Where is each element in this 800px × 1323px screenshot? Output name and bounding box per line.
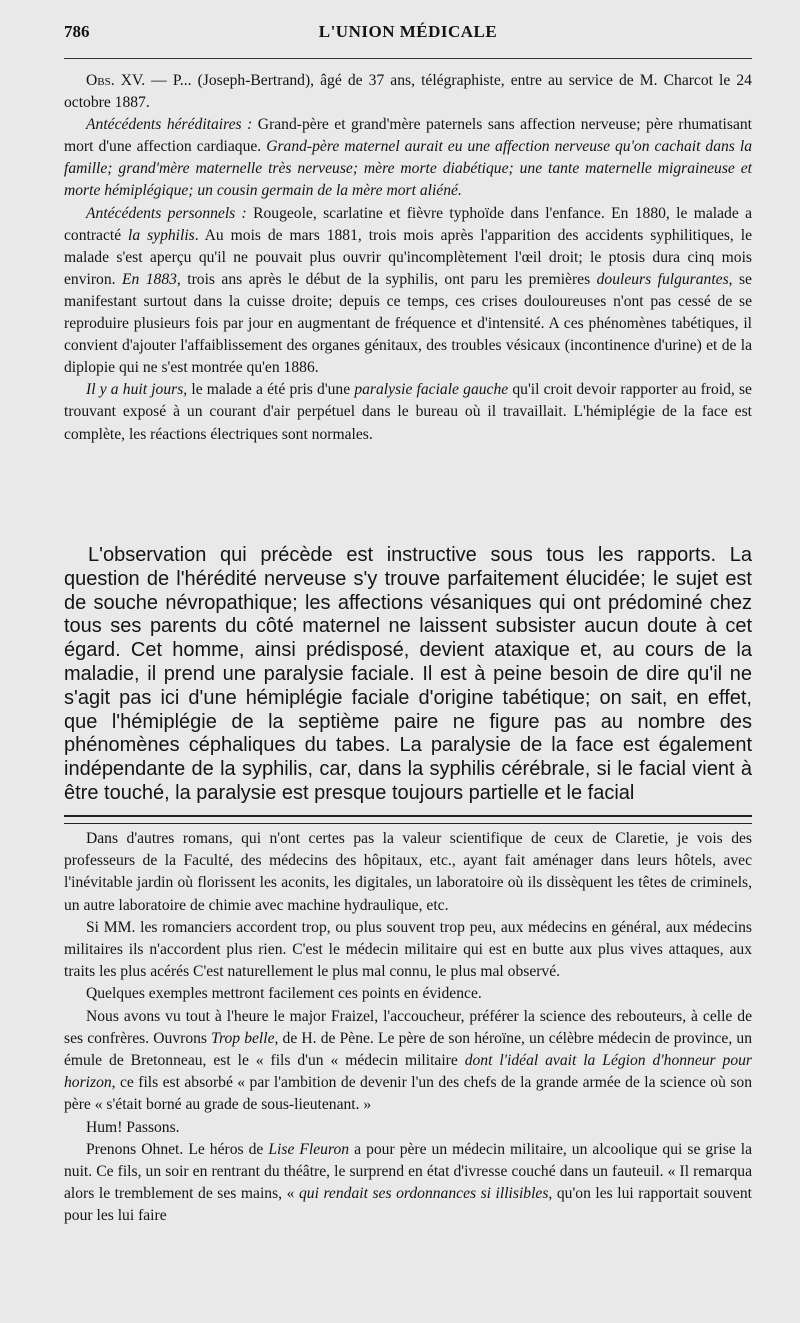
- feuilleton-paragraph-5: Hum! Passons.: [86, 1118, 180, 1136]
- feuilleton-paragraph-4: Nous avons vu tout à l'heure le major Fraizel, l'accoucheur, préférer la science des rebouteurs, à celle de ses confrères. Ouvrons Trop belle, de H. de Pène. Le père de son héroïne, un célèbre médecin de province, un émule de Bretonneau, est le « fils d'un « médecin militaire dont l'idéal avait la Légion d'honneur pour horizon, ce fils est absorbé « par l'ambition de devenir l'un des chefs de la grande armée de la science où son père « s'était borné au grade de sous-lieutenant. »: [64, 1007, 753, 1114]
- feuilleton: [64, 828, 752, 1228]
- header-rule: [64, 58, 752, 59]
- commentary-text: [64, 544, 752, 806]
- page-number: 786: [64, 22, 90, 41]
- feuilleton-paragraph-6: Prenons Ohnet. Le héros de Lise Fleuron a pour père un médecin militaire, un alcoolique qui se grise la nuit. Ce fils, un soir en rentrant du théâtre, le surprend en état d'ivresse couché dans un fauteuil. « Il remarqua alors le tremblement de ses mains, « qui rendait ses ordonnances si illisibles, qu'on les lui rapportait souvent pour les lui faire: [64, 1140, 753, 1225]
- hereditary-history: Antécédents héréditaires : Grand-père et grand'mère paternels sans affection nerveuse; père rhumatisant mort d'une affection cardiaque. Grand-père maternel aurait eu une affection nerveuse qu'on cachait dans la famille; grand'mère maternelle très nerveuse; mère morte diabétique; une tante maternelle migraineuse et morte hémiplégique; un cousin germain de la mère mort aliéné.: [64, 116, 752, 200]
- feuilleton-paragraph-1: Dans d'autres romans, qui n'ont certes pas la valeur scientifique de ceux de Claretie, je vois des professeurs de la Faculté, des médecins des hôpitaux, etc., ayant fait aménager dans leurs hôtels, avec l'inévitable jardin où florissent les aconits, les digitales, un laboratoire où ils dissèquent les têtes de criminels, un autre laboratoire de chimie avec machine hydraulique, etc.: [64, 830, 752, 914]
- recent-episode: Il y a huit jours, le malade a été pris d'une paralysie faciale gauche qu'il croit devoir rapporter au froid, se trouvant exposé à un courant d'air perpétuel dans le bureau où il travaillait. L'hémiplégie de la face est complète, les réactions électriques sont normales.: [64, 381, 752, 443]
- commentary-paragraph: L'observation qui précède est instructive sous tous les rapports. La question de l'hérédité nerveuse s'y trouve parfaitement élucidée; le sujet est de souche névropathique; les affections vésaniques qui ont prédominé chez tous ses parents du côté maternel ne laissent subsister aucun doute à cet égard. Cet homme, ainsi prédisposé, devient ataxique et, au cours de la maladie, il prend une paralysie faciale. Il est à peine besoin de dire qu'il ne s'agit pas ici d'une hémiplégie faciale d'origine tabétique; on sait, en effet, que l'hémiplégie de la septième paire ne figure pas au nombre des phénomènes céphaliques du tabes. La paralysie de la face est également indépendante de la syphilis, car, dans la syphilis cérébrale, si le facial vient à être touché, la paralysie est presque toujours partielle et le facial: [64, 544, 752, 804]
- feuilleton-paragraph-2: Si MM. les romanciers accordent trop, ou plus souvent trop peu, aux médecins en général, aux médecins militaires ils n'accordent plus rien. C'est le médecin militaire qui est en butte aux plus vives attaques, aux traits les plus acérés C'est naturellement le plus mal connu, le plus mal observé.: [64, 918, 752, 981]
- observation-intro: Obs. XV. — P... (Joseph-Bertrand), âgé de 37 ans, télégraphiste, entre au service de M. Charcot le 24 octobre 1887.: [64, 72, 752, 112]
- feuilleton-divider: [64, 815, 752, 824]
- case-observation: [64, 70, 752, 446]
- journal-title: L'UNION MÉDICALE: [318, 22, 498, 41]
- running-header: [64, 22, 752, 46]
- personal-history: Antécédents personnels : Rougeole, scarlatine et fièvre typhoïde dans l'enfance. En 1880, le malade a contracté la syphilis. Au mois de mars 1881, trois mois après l'apparition des accidents syphilitiques, le malade s'est aperçu qu'il ne pouvait plus ouvrir qu'incomplètement l'œil droit; le ptosis dura cinq mois environ. En 1883, trois ans après le début de la syphilis, ont paru les premières douleurs fulgurantes, se manifestant surtout dans la cuisse droite; depuis ce temps, ces crises douloureuses n'ont pas cessé de se reproduire plusieurs fois par jour en augmentant de fréquence et d'intensité. A ces phénomènes tabétiques, il convient d'ajouter l'affaiblissement des organes génitaux, des troubles vésicaux (incontinence d'urine) et de la diplopie qui ne s'est montrée qu'en 1886.: [64, 204, 752, 377]
- feuilleton-paragraph-3: Quelques exemples mettront facilement ces points en évidence.: [86, 985, 482, 1003]
